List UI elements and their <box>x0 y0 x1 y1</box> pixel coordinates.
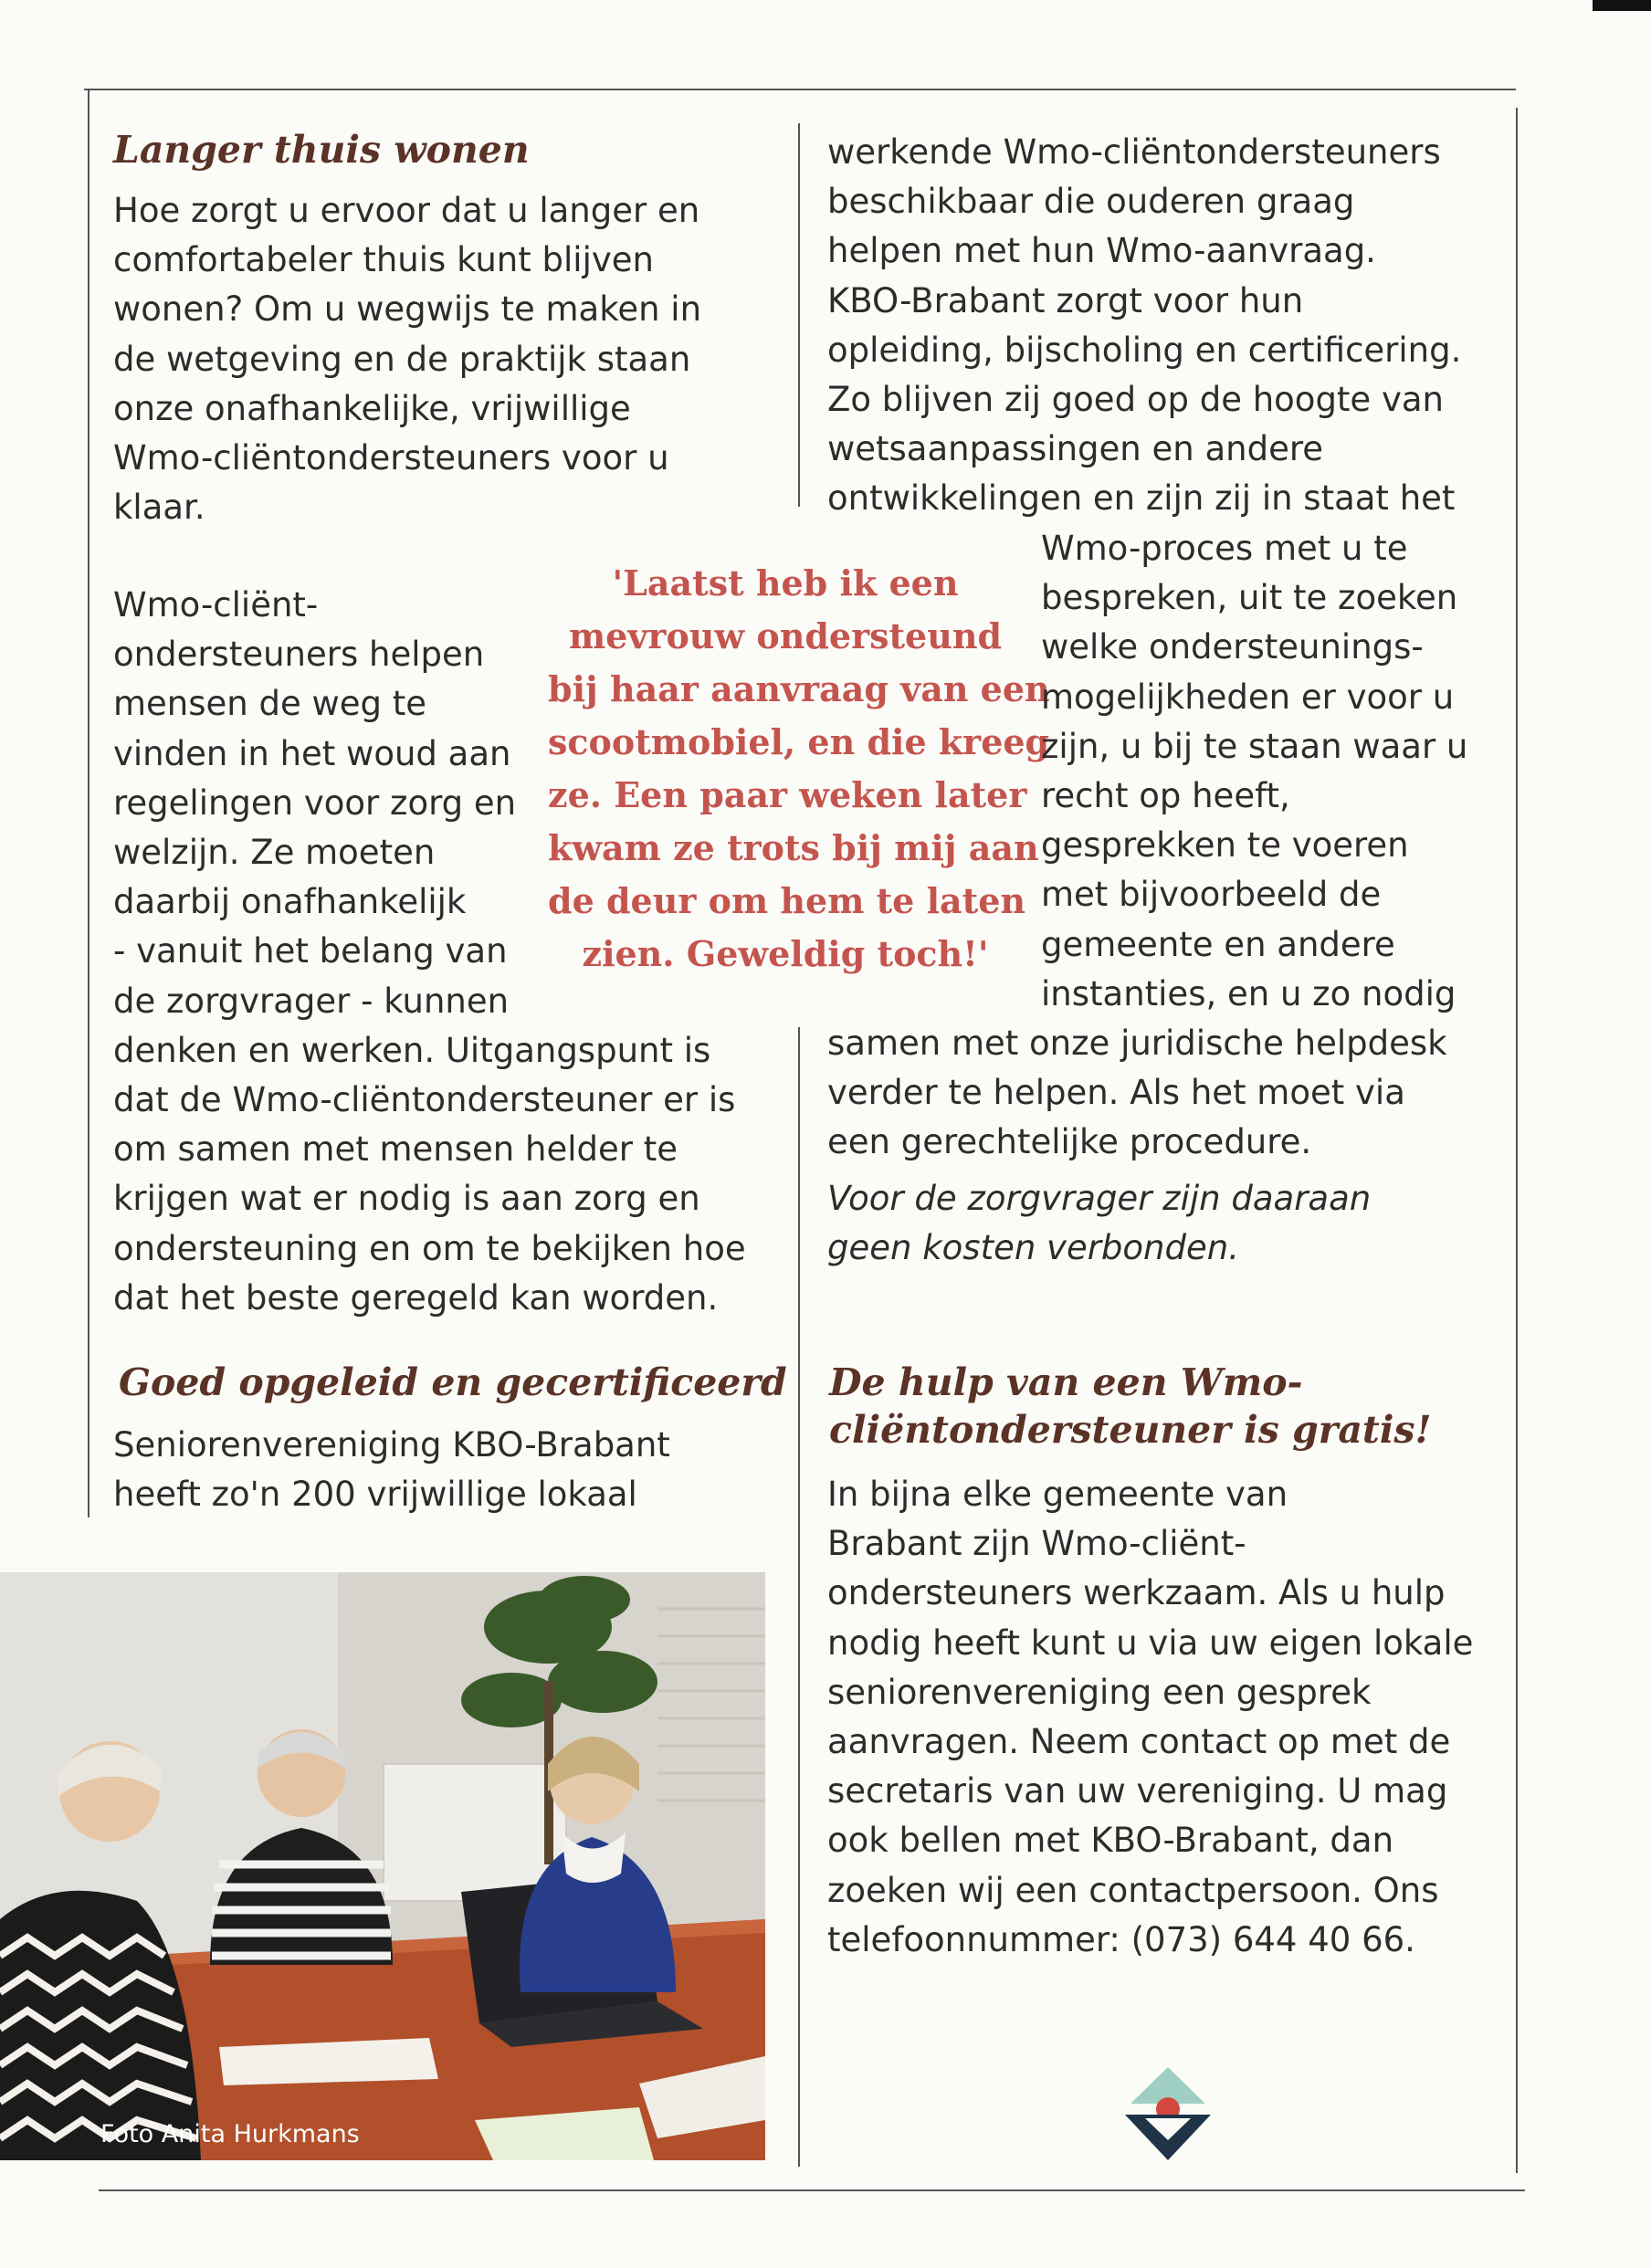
heading-goed-opgeleid: Goed opgeleid en gecertificeerd <box>119 1360 787 1404</box>
text-line: mensen de weg te <box>113 684 427 724</box>
intro-paragraph <box>113 186 701 532</box>
quote-line: ze. Een paar weken later <box>548 774 1027 815</box>
text-line: daarbij onafhankelijk <box>113 882 467 922</box>
text-line: de zorgvrager - kunnen <box>113 981 510 1021</box>
text-line: aanvragen. Neem contact op met de <box>827 1722 1451 1762</box>
heading-line: De hulp van een Wmo- <box>829 1360 1303 1404</box>
text-line: gesprekken te voeren <box>1041 825 1409 866</box>
text-line: ondersteuning en om te bekijken hoe <box>113 1228 746 1268</box>
text-line: Voor de zorgvrager zijn daaraan <box>827 1179 1372 1218</box>
text-line: werkende Wmo-cliëntondersteuners <box>827 132 1441 172</box>
scan-corner-mark <box>1593 0 1651 11</box>
kbo-volunteers-paragraph <box>113 1421 670 1519</box>
text-line: bespreken, uit te zoeken <box>1041 578 1458 618</box>
right-column-rule <box>1516 108 1518 2173</box>
text-line: Hoe zorgt u ervoor dat u langer en <box>113 191 700 230</box>
kbo-logo-icon <box>1118 2063 1218 2166</box>
text-line: zijn, u bij te staan waar u <box>1041 726 1468 766</box>
text-line: ondersteuners helpen <box>113 635 485 675</box>
quote-line: de deur om hem te laten <box>548 880 1026 921</box>
text-line: om samen met mensen helder te <box>113 1129 678 1170</box>
text-line: instanties, en u zo nodig <box>1041 973 1456 1013</box>
meeting-photo <box>0 1572 765 2160</box>
text-line: krijgen wat er nodig is aan zorg en <box>113 1179 700 1219</box>
pull-quote <box>548 557 1050 981</box>
right-paragraph-narrow <box>1041 524 1467 1019</box>
text-line: Seniorenvereniging KBO-Brabant <box>113 1425 670 1465</box>
text-line: wetsaanpassingen en andere <box>827 429 1324 469</box>
heading-langer-thuis-wonen: Langer thuis wonen <box>113 128 530 172</box>
text-line: Wmo-proces met u te <box>1041 529 1408 568</box>
text-line: met bijvoorbeeld de <box>1041 875 1382 915</box>
text-line: klaar. <box>113 488 205 528</box>
text-line: comfortabeler thuis kunt blijven <box>113 240 654 280</box>
text-line: beschikbaar die ouderen graag <box>827 182 1355 222</box>
text-line: heeft zo'n 200 vrijwillige lokaal <box>113 1475 637 1515</box>
heading-hulp-gratis <box>829 1359 1432 1454</box>
text-line: ontwikkelingen en zijn zij in staat het <box>827 478 1456 519</box>
text-line: mogelijkheden er voor u <box>1041 677 1455 717</box>
text-line: secretaris van uw vereniging. U mag <box>827 1771 1448 1811</box>
text-line: - vanuit het belang van <box>113 931 508 971</box>
bottom-rule <box>99 2189 1525 2191</box>
text-line: Brabant zijn Wmo-cliënt- <box>827 1524 1246 1564</box>
photo-credit: Foto Anita Hurkmans <box>100 2120 360 2148</box>
text-line: regelingen voor zorg en <box>113 782 517 823</box>
text-line: een gerechtelijke procedure. <box>827 1122 1312 1162</box>
text-line: onze onafhankelijke, vrijwillige <box>113 388 631 428</box>
text-line: denken en werken. Uitgangspunt is <box>113 1030 711 1070</box>
center-rule-upper <box>798 123 800 507</box>
text-line: ook bellen met KBO-Brabant, dan <box>827 1821 1394 1861</box>
text-line: telefoonnummer: (073) 644 40 66. <box>827 1919 1415 1959</box>
center-rule-lower <box>798 1027 800 2167</box>
text-line: welke ondersteunings- <box>1041 627 1424 667</box>
quote-line: scootmobiel, en die kreeg <box>548 721 1050 762</box>
quote-line: mevrouw ondersteund <box>568 615 1003 656</box>
text-line: Wmo-cliënt- <box>113 585 319 625</box>
text-line: helpen met hun Wmo-aanvraag. <box>827 231 1376 271</box>
quote-line: kwam ze trots bij mij aan <box>548 827 1039 868</box>
text-line: wonen? Om u wegwijs te maken in <box>113 289 702 330</box>
quote-line: 'Laatst heb ik een <box>612 562 959 604</box>
italic-cost-note <box>827 1174 1371 1273</box>
text-line: dat het beste geregeld kan worden. <box>113 1277 719 1318</box>
text-line: In bijna elke gemeente van <box>827 1475 1288 1514</box>
quote-line: zien. Geweldig toch!' <box>582 933 989 974</box>
text-line: zoeken wij een contactpersoon. Ons <box>827 1870 1439 1910</box>
text-line: de wetgeving en de praktijk staan <box>113 339 691 379</box>
text-line: Wmo-cliëntondersteuners voor u <box>113 438 669 478</box>
text-line: welzijn. Ze moeten <box>113 833 436 873</box>
text-line: gemeente en andere <box>1041 924 1395 964</box>
text-line: dat de Wmo-cliëntondersteuner er is <box>113 1080 736 1120</box>
right-paragraph-end <box>827 1019 1447 1168</box>
text-line: geen kosten verbonden. <box>827 1228 1239 1268</box>
top-rule <box>84 89 1516 90</box>
heading-line: cliëntondersteuner is gratis! <box>829 1408 1432 1452</box>
text-line: vinden in het woud aan <box>113 733 511 773</box>
text-line: recht op heeft, <box>1041 776 1290 816</box>
right-paragraph-top <box>827 128 1461 524</box>
text-line: Zo blijven zij goed op de hoogte van <box>827 380 1444 420</box>
text-line: nodig heeft kunt u via uw eigen lokale <box>827 1622 1474 1663</box>
text-line: samen met onze juridische helpdesk <box>827 1024 1447 1063</box>
text-line: ondersteuners werkzaam. Als u hulp <box>827 1573 1446 1613</box>
quote-line: bij haar aanvraag van een <box>548 668 1050 709</box>
text-line: opleiding, bijscholing en certificering. <box>827 330 1462 370</box>
text-line: verder te helpen. Als het moet via <box>827 1073 1405 1113</box>
contact-paragraph <box>827 1470 1473 1965</box>
text-line: KBO-Brabant zorgt voor hun <box>827 280 1304 320</box>
left-column-rule <box>88 89 89 1517</box>
text-line: seniorenvereniging een gesprek <box>827 1672 1372 1712</box>
